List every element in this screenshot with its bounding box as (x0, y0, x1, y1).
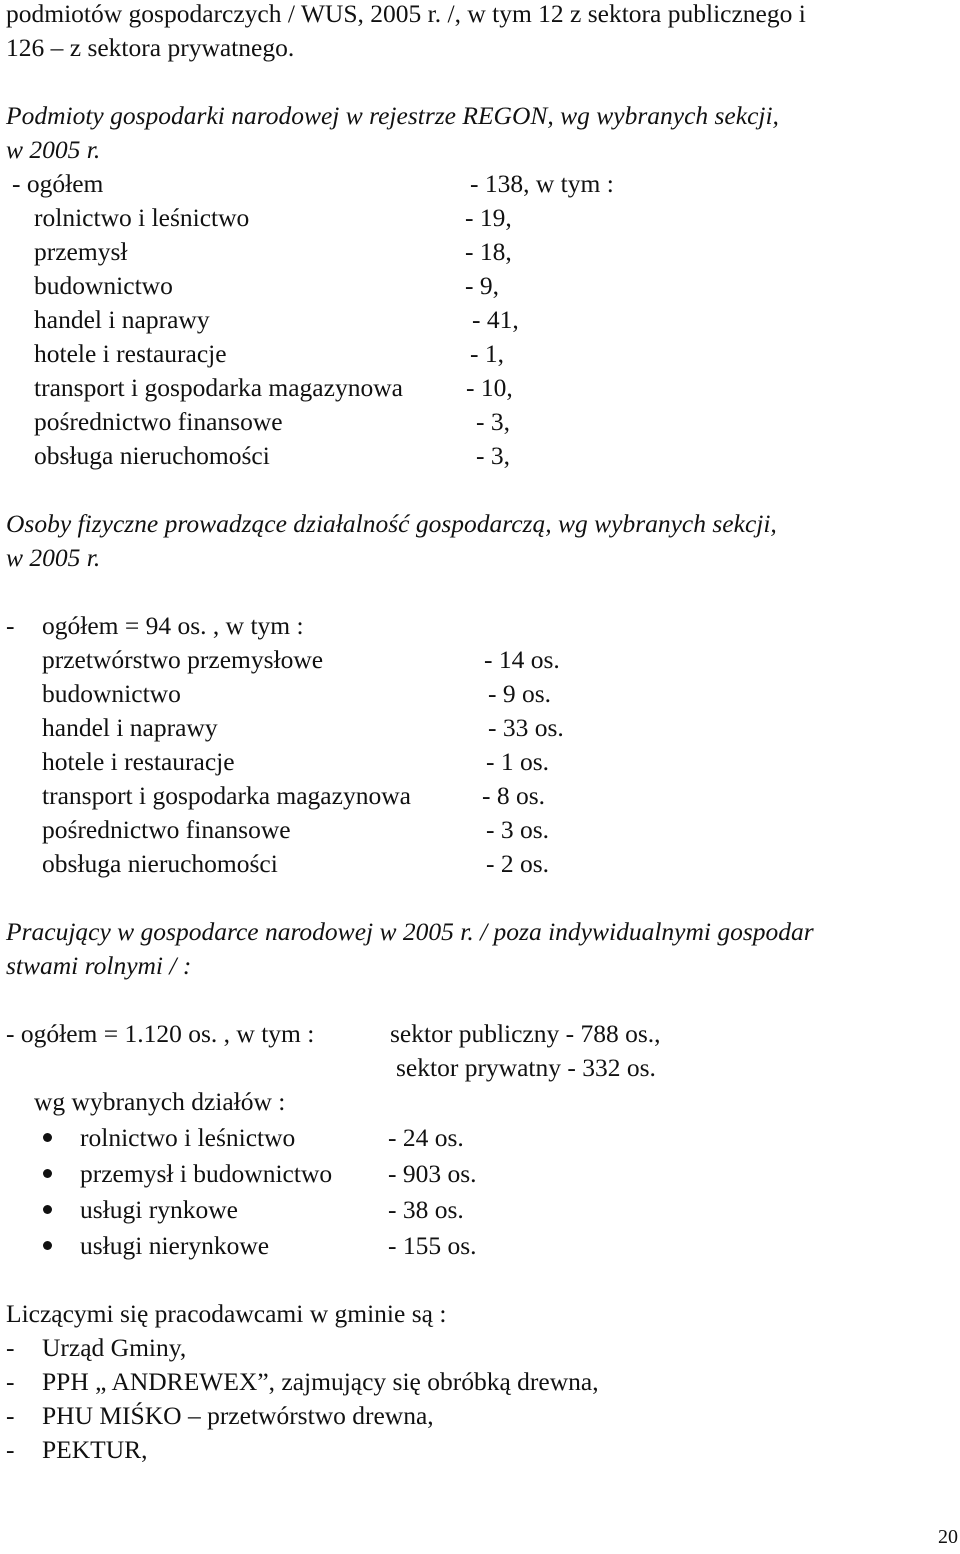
persons-heading-line-2: w 2005 r. (6, 543, 101, 572)
bullet-icon (43, 1205, 52, 1214)
persons-item-value: - 9 os. (488, 679, 552, 708)
employed-item-label: usługi rynkowe (80, 1195, 238, 1224)
employer-dash: - (6, 1333, 15, 1362)
employer-dash: - (6, 1435, 15, 1464)
persons-item-value: - 14 os. (484, 645, 560, 674)
bullet-icon (43, 1169, 52, 1178)
persons-item-label: pośrednictwo finansowe (42, 815, 291, 844)
employer-item: PPH „ ANDREWEX”, zajmujący się obróbką drewna, (42, 1367, 599, 1396)
regon-item-label: pośrednictwo finansowe (34, 407, 283, 436)
regon-item-label: rolnictwo i leśnictwo (34, 203, 250, 232)
persons-item-label: budownictwo (42, 679, 181, 708)
persons-item-value: - 8 os. (482, 781, 546, 810)
employer-item: Urząd Gminy, (42, 1333, 187, 1362)
persons-item-value: - 33 os. (488, 713, 564, 742)
employer-item: PHU MIŚKO – przetwórstwo drewna, (42, 1401, 434, 1430)
bullet-icon (43, 1133, 52, 1142)
employed-subheading: wg wybranych działów : (34, 1087, 286, 1116)
employed-item-value: - 155 os. (388, 1231, 477, 1260)
regon-heading-line-2: w 2005 r. (6, 135, 101, 164)
regon-item-value: - 41, (472, 305, 519, 334)
intro-line-1: podmiotów gospodarczych / WUS, 2005 r. /, w tym 12 z sektora publicznego i (6, 0, 806, 28)
employed-heading-line-1: Pracujący w gospodarce narodowej w 2005 r. / poza indywidualnymi gospodar (6, 917, 814, 946)
persons-total: ogółem = 94 os. , w tym : (42, 611, 304, 640)
regon-item-label: przemysł (34, 237, 128, 266)
regon-item-label: budownictwo (34, 271, 173, 300)
bullet-icon (43, 1241, 52, 1250)
persons-item-value: - 1 os. (486, 747, 550, 776)
persons-item-label: przetwórstwo przemysłowe (42, 645, 324, 674)
regon-item-value: - 1, (470, 339, 504, 368)
regon-item-value: - 9, (465, 271, 499, 300)
regon-item-value: - 19, (465, 203, 512, 232)
employed-item-label: przemysł i budownictwo (80, 1159, 333, 1188)
employed-item-value: - 24 os. (388, 1123, 464, 1152)
employed-heading-line-2: stwami rolnymi / : (6, 951, 192, 980)
employer-dash: - (6, 1367, 15, 1396)
regon-item-label: obsługa nieruchomości (34, 441, 270, 470)
employer-dash: - (6, 1401, 15, 1430)
persons-item-value: - 3 os. (486, 815, 550, 844)
regon-item-value: - 10, (466, 373, 513, 402)
regon-item-value: - 18, (465, 237, 512, 266)
persons-item-value: - 2 os. (486, 849, 550, 878)
employer-item: PEKTUR, (42, 1435, 148, 1464)
regon-total-label: - ogółem (12, 169, 104, 198)
regon-item-value: - 3, (476, 441, 510, 470)
persons-item-label: handel i naprawy (42, 713, 218, 742)
employed-private-sector: sektor prywatny - 332 os. (396, 1053, 656, 1082)
regon-item-label: hotele i restauracje (34, 339, 227, 368)
employers-heading: Liczącymi się pracodawcami w gminie są : (6, 1299, 447, 1328)
persons-item-label: transport i gospodarka magazynowa (42, 781, 411, 810)
persons-item-label: hotele i restauracje (42, 747, 235, 776)
persons-total-dash: - (6, 611, 15, 640)
persons-item-label: obsługa nieruchomości (42, 849, 278, 878)
intro-line-2: 126 – z sektora prywatnego. (6, 33, 295, 62)
regon-item-label: transport i gospodarka magazynowa (34, 373, 403, 402)
employed-public-sector: sektor publiczny - 788 os., (390, 1019, 661, 1048)
employed-total: - ogółem = 1.120 os. , w tym : (6, 1019, 315, 1048)
persons-heading-line-1: Osoby fizyczne prowadzące działalność gospodarczą, wg wybranych sekcji, (6, 509, 777, 538)
page-number: 20 (938, 1526, 958, 1548)
employed-item-value: - 903 os. (388, 1159, 477, 1188)
regon-total-value: - 138, w tym : (470, 169, 614, 198)
regon-item-value: - 3, (476, 407, 510, 436)
employed-item-value: - 38 os. (388, 1195, 464, 1224)
employed-item-label: rolnictwo i leśnictwo (80, 1123, 296, 1152)
regon-item-label: handel i naprawy (34, 305, 210, 334)
regon-heading-line-1: Podmioty gospodarki narodowej w rejestrze REGON, wg wybranych sekcji, (6, 101, 779, 130)
employed-item-label: usługi nierynkowe (80, 1231, 270, 1260)
